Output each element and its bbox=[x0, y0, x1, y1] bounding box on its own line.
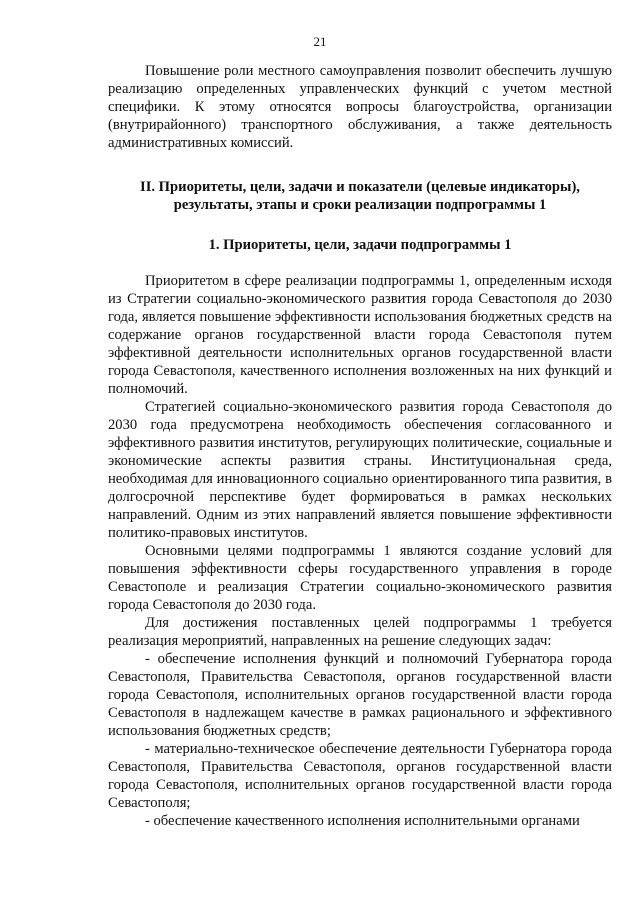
body-paragraph: Приоритетом в сфере реализации подпрограммы 1, определенным исходя из Стратегии социально-экономического развития города Севастополя до 2030 года, является повышение эффективности использования бюджетных средств на содержание органов государственной власти города Севастополя путем эффективной деятельности исполнительных органов государственной власти города Севастополя, качественного исполнения возложенных на них функций и полномочий. bbox=[108, 273, 612, 397]
page-number: 21 bbox=[313, 34, 327, 49]
task-list-item: - обеспечение исполнения функций и полномочий Губернатора города Севастополя, Правительства Севастополя, органов государственной власти города Севастополя, исполнительных органов государственной власти города Севастополя в надлежащем качестве в рамках рационального и эффективного использования бюджетных средств; bbox=[108, 651, 612, 739]
body-paragraph: Основными целями подпрограммы 1 являются создание условий для повышения эффективности сферы государственного управления в городе Севастополе и реализация Стратегии социально-экономического развития города Севастополя до 2030 года. bbox=[108, 543, 612, 613]
body-paragraph: Для достижения поставленных целей подпрограммы 1 требуется реализация мероприятий, направленных на решение следующих задач: bbox=[108, 615, 612, 649]
task-list-item: - обеспечение качественного исполнения исполнительными органами bbox=[145, 813, 580, 829]
subsection-heading: 1. Приоритеты, цели, задачи подпрограммы 1 bbox=[208, 237, 512, 253]
page-content bbox=[108, 62, 612, 830]
task-list-item: - материально-техническое обеспечение деятельности Губернатора города Севастополя, Правительства Севастополя, органов государственной власти города Севастополя, исполнительных органов государственной власти города Севастополя; bbox=[108, 741, 612, 811]
section-heading: II. Приоритеты, цели, задачи и показатели (целевые индикаторы), результаты, этапы и сроки реализации подпрограммы 1 bbox=[140, 179, 580, 213]
intro-paragraph: Повышение роли местного самоуправления позволит обеспечить лучшую реализацию определенных управленческих функций с учетом местной специфики. К этому относятся вопросы благоустройства, организации (внутрирайонного) транспортного обслуживания, а также деятельность административных комиссий. bbox=[108, 63, 612, 151]
body-paragraph: Стратегией социально-экономического развития города Севастополя до 2030 года предусмотрена необходимость обеспечения согласованного и эффективного развития институтов, регулирующих политические, социальные и экономические аспекты развития страны. Институциональная среда, необходимая для инновационного социально ориентированного типа развития, в долгосрочной перспективе будет формироваться в рамках нескольких направлений. Одним из этих направлений является повышение эффективности политико-правовых институтов. bbox=[108, 399, 612, 541]
